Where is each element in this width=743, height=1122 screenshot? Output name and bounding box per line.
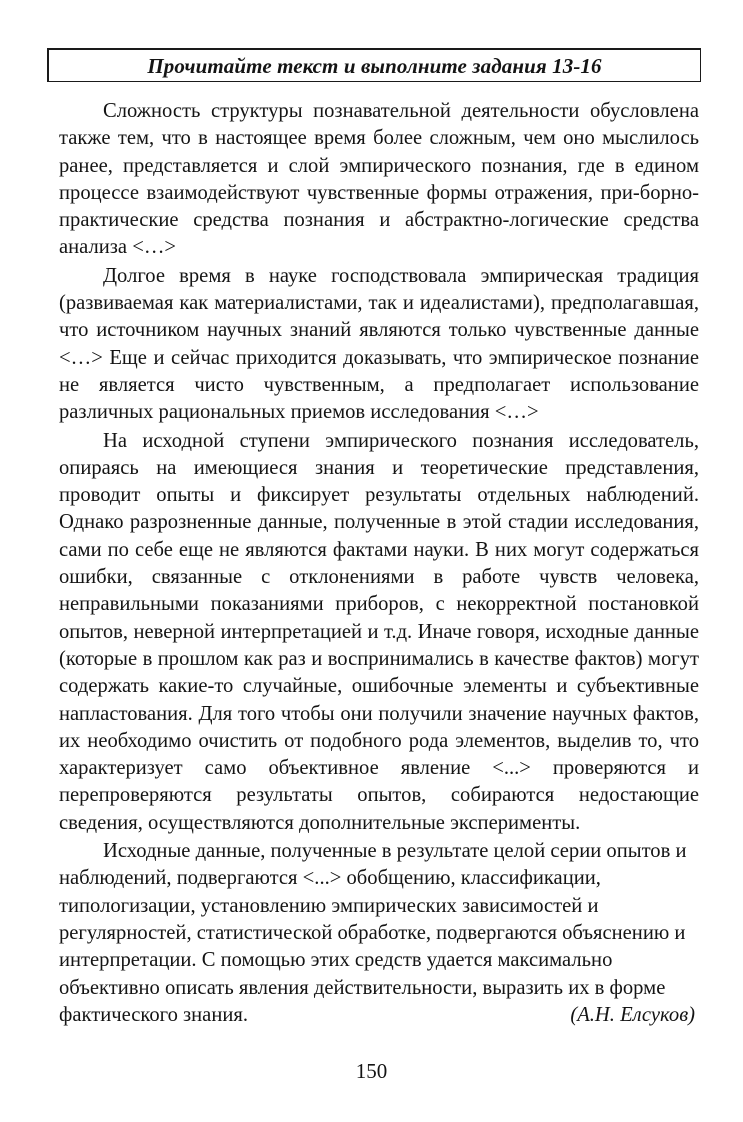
paragraph-3: На исходной ступени эмпирического познания исследователь, опираясь на имеющиеся знания и теоретические представления, проводит опыты и фиксирует результаты отдельных наблюдений. Однако разрозненные данные, полученные в этой стадии исследования, сами по себе еще не являются фактами науки. В них могут содержаться ошибки, связанные с отклонениями в работе чувств человека, неправильными показаниями приборов, с некорректной постановкой опытов, неверной интерпретацией и т.д. Иначе говоря, исходные данные (которые в прошлом как раз и воспринимались в качестве фактов) могут содержать какие-то случайные, ошибочные элементы и субъективные напластования. Для того чтобы они получили значение научных фактов, их необходимо очистить от подобного рода элементов, выделив то, что характеризует само объективное явление <...> проверяются и перепроверяются результаты опытов, собираются недостающие сведения, осуществляются дополнительные эксперименты. [59,429,699,834]
paragraph-2: Долгое время в науке господствовала эмпирическая традиция (развиваемая как материалистами, так и идеалистами), предполагавшая, что источником научных знаний являются только чувственные данные <…> Еще и сейчас приходится доказывать, что эмпирическое познание не является чисто чувственным, а предполагает использование различных рациональных приемов исследования <…> [59,264,699,424]
article-text [59,98,699,1029]
paragraph-1: Сложность структуры познавательной деятельности обусловлена также тем, что в настоящее время более сложным, чем оно мыслилось ранее, представляется и слой эмпирического познания, где в едином процессе взаимодействуют чувственные формы отражения, при-борно-практические средства познания и абстрактно-логические средства анализа <…> [59,100,699,259]
paragraph-4-text: Исходные данные, полученные в результате целой серии опытов и наблюдений, подвергаются <...> обобщению, классификации, типологизации, установлению эмпирических зависимостей и регулярностей, статистической обработке, подвергаются объяснению и интерпретации. С помощью этих средств удается максимально объективно описать явления действительности, выразить их в форме фактического знания. [59,840,687,1026]
task-header-title: Прочитайте текст и выполните задания 13-16 [147,54,602,78]
paragraph-4 [59,838,699,1029]
page-number: 150 [355,1059,388,1083]
task-header-box [47,48,701,82]
author-attribution: (А.Н. Елсуков) [570,1003,695,1026]
